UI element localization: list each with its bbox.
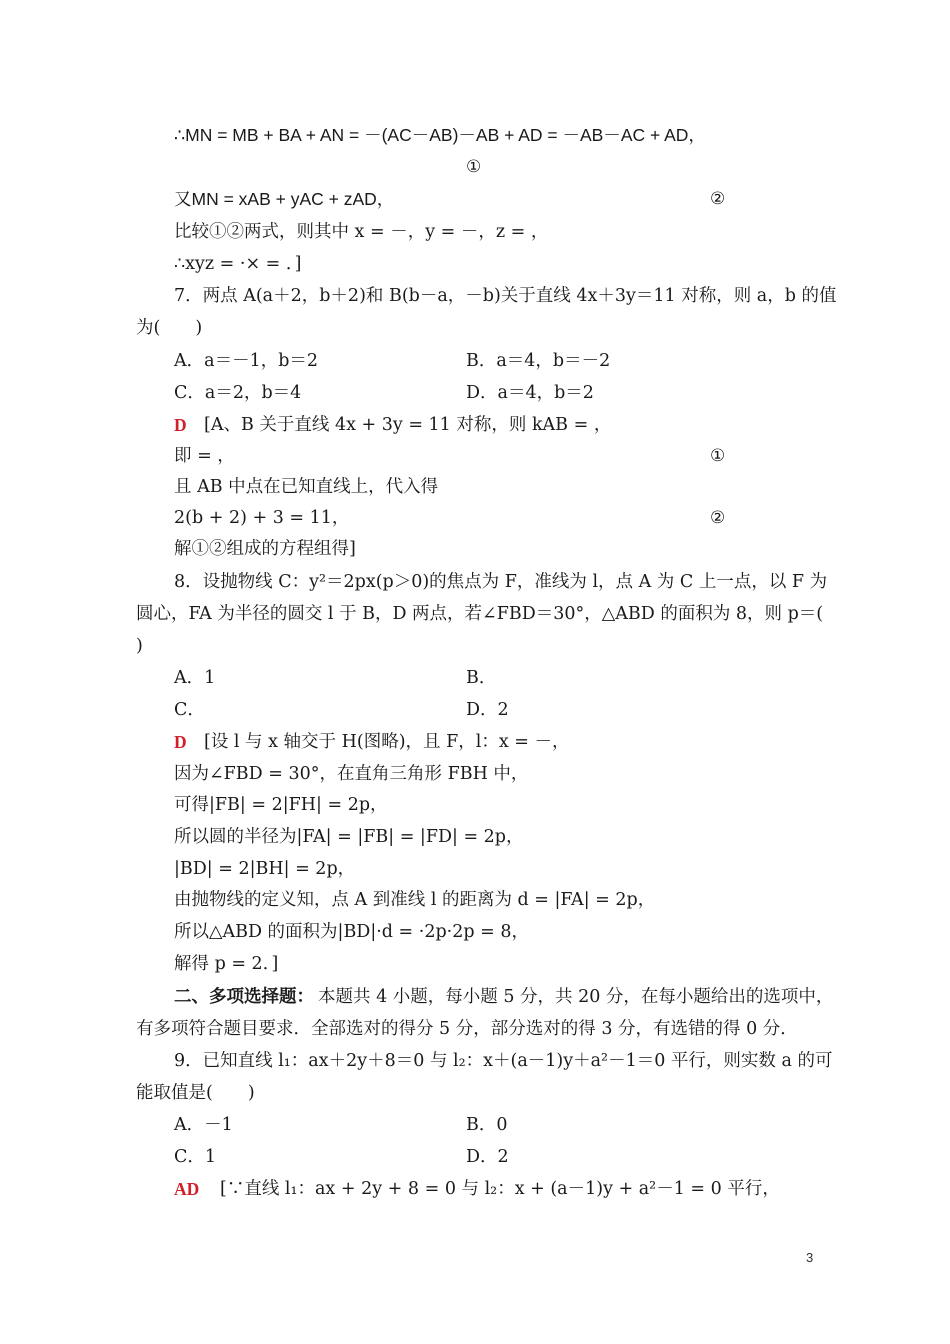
equation-marker: ②: [710, 508, 726, 528]
option-d: D．a＝4，b＝2: [466, 383, 594, 403]
equation-marker: ①: [710, 446, 726, 466]
solution-text: 且 AB 中点在已知直线上，代入得: [174, 477, 439, 497]
solution-text: 由抛物线的定义知，点 A 到准线 l 的距离为 d = |FA| = 2p，: [174, 890, 656, 910]
question-7-stem: 为( ): [136, 318, 203, 338]
solution-text: 解得 p = 2．]: [174, 954, 279, 974]
section-heading: 二、多项选择题：: [174, 987, 314, 1007]
text-line: ∴xyz = ·× = ．]: [174, 254, 302, 274]
answer-label: D: [174, 732, 187, 752]
text-line: ∴MN = MB + BA + AN = －(AC－AB)－AB + AD = －AB－AC + AD，: [174, 125, 706, 145]
option-a: A．－1: [174, 1115, 233, 1135]
option-b: B．0: [466, 1115, 508, 1135]
answer-label: AD: [174, 1179, 200, 1199]
answer-label: D: [174, 415, 187, 435]
solution-text: [A、B 关于直线 4x + 3y = 11 对称，则 kAB = ，: [204, 415, 612, 435]
question-8-stem: 圆心，FA 为半径的圆交 l 于 B，D 两点，若∠FBD＝30°，△ABD 的面积为 8，则 p＝(: [136, 604, 824, 624]
question-8-stem: ): [136, 636, 143, 656]
solution-text: 所以圆的半径为|FA| = |FB| = |FD| = 2p，: [174, 827, 524, 847]
option-a: A．a＝－1，b＝2: [174, 351, 319, 371]
solution-text: 2(b + 2) + 3 = 11，: [174, 508, 350, 528]
section-intro: 有多项符合题目要求．全部选对的得分 5 分，部分选对的得 3 分，有选错的得 0 分．: [136, 1019, 798, 1039]
question-9-stem: 能取值是( ): [136, 1083, 255, 1103]
option-a: A．1: [174, 668, 216, 688]
equation-marker: ②: [710, 189, 726, 209]
solution-text: 即 = ，: [174, 446, 235, 466]
solution-text: [设 l 与 x 轴交于 H(图略)，且 F，l：x = －，: [204, 732, 570, 752]
solution-text: 因为∠FBD = 30°，在直角三角形 FBH 中，: [174, 764, 529, 784]
solution-text: [∵直线 l₁：ax + 2y + 8 = 0 与 l₂：x + (a－1)y + a²－1 = 0 平行，: [220, 1179, 780, 1199]
text-line: 又MN = xAB + yAC + zAD，: [174, 189, 395, 209]
solution-text: 可得|FB| = 2|FH| = 2p，: [174, 795, 388, 815]
option-b: B．a＝4，b＝－2: [466, 351, 611, 371]
text-line: 比较①②两式，则其中 x = －，y = －，z = ，: [174, 222, 549, 242]
option-c: C．1: [174, 1147, 217, 1167]
question-7-stem: 7．两点 A(a＋2，b＋2)和 B(b－a，－b)关于直线 4x＋3y＝11 对称，则 a，b 的值: [174, 286, 837, 306]
question-9-stem: 9．已知直线 l₁：ax＋2y＋8＝0 与 l₂：x＋(a－1)y＋a²－1＝0 平行，则实数 a 的可: [174, 1051, 833, 1071]
section-intro: 本题共 4 小题，每小题 5 分，共 20 分，在每小题给出的选项中，: [318, 987, 834, 1007]
solution-text: 解①②组成的方程组得]: [174, 539, 356, 559]
solution-text: 所以△ABD 的面积为|BD|·d = ·2p·2p = 8，: [174, 922, 530, 942]
option-d: D．2: [466, 700, 509, 720]
option-c: C．: [174, 700, 205, 720]
option-b: B．: [466, 668, 497, 688]
option-d: D．2: [466, 1147, 509, 1167]
option-c: C．a＝2，b＝4: [174, 383, 302, 403]
solution-text: |BD| = 2|BH| = 2p，: [174, 859, 356, 879]
question-8-stem: 8．设抛物线 C：y²＝2px(p＞0)的焦点为 F，准线为 l，点 A 为 C 上一点，以 F 为: [174, 572, 828, 592]
equation-marker: ①: [466, 157, 482, 177]
page-number: 3: [806, 1250, 814, 1265]
